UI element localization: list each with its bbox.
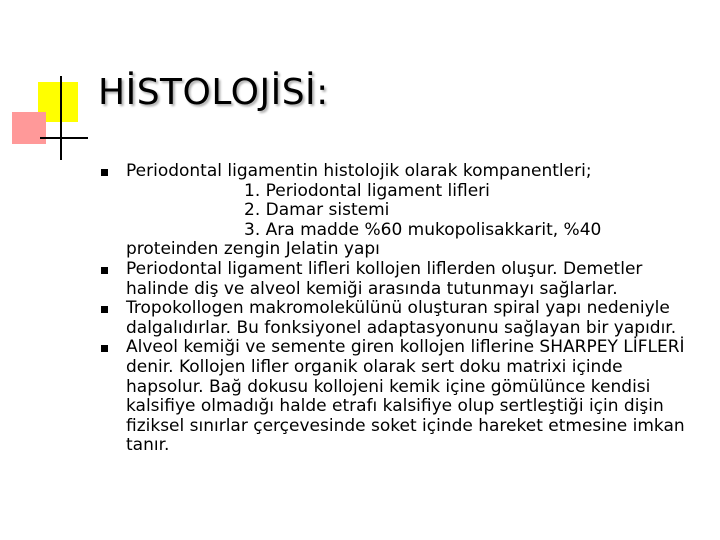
bullet-item: [98, 338, 700, 456]
bullet-text: Periodontal ligament lifleri kollojen liflerden oluşur. Demetler halinde diş ve alveol kemiği arasında tutunmayı sağlarlar.: [126, 258, 643, 299]
bullet-continuation: proteinden zengin Jelatin yapı: [126, 239, 380, 260]
slide-title: HİSTOLOJİSİ:: [98, 72, 329, 113]
sub-item: 3. Ara madde %60 mukopolisakkarit, %40: [244, 219, 602, 240]
bullet-item: [98, 299, 700, 338]
sub-item: 1. Periodontal ligament lifleri: [244, 180, 490, 201]
decor-pink-square: [12, 112, 46, 144]
bullet-item: [98, 162, 700, 260]
square-bullet-icon: [101, 345, 108, 352]
decor-horizontal-line: [40, 137, 88, 139]
sub-item: 2. Damar sistemi: [244, 200, 390, 221]
bullet-text: Alveol kemiği ve semente giren kollojen liflerine SHARPEY LİFLERİ denir. Kollojen lifler organik olarak sert doku matrixi içinde hapsolur. Bağ dokusu kollojeni kemik içine gömülünce kendisi kalsifiye olmadığı halde etrafı kalsifiye olup sertleştiği için dişin fiziksel sınırlar çerçevesinde soket içinde hareket etmesine imkan tanır.: [126, 337, 685, 456]
square-bullet-icon: [101, 267, 108, 274]
square-bullet-icon: [101, 306, 108, 313]
decor-vertical-line: [60, 76, 62, 160]
bullet-item: [98, 260, 700, 299]
bullet-text: Tropokollogen makromolekülünü oluşturan spiral yapı nedeniyle dalgalıdırlar. Bu fonksiyonel adaptasyonunu sağlayan bir yapıdır.: [126, 298, 677, 338]
square-bullet-icon: [101, 169, 108, 176]
bullet-list: [98, 162, 700, 456]
bullet-text: Periodontal ligamentin histolojik olarak kompanentleri;: [126, 161, 592, 181]
